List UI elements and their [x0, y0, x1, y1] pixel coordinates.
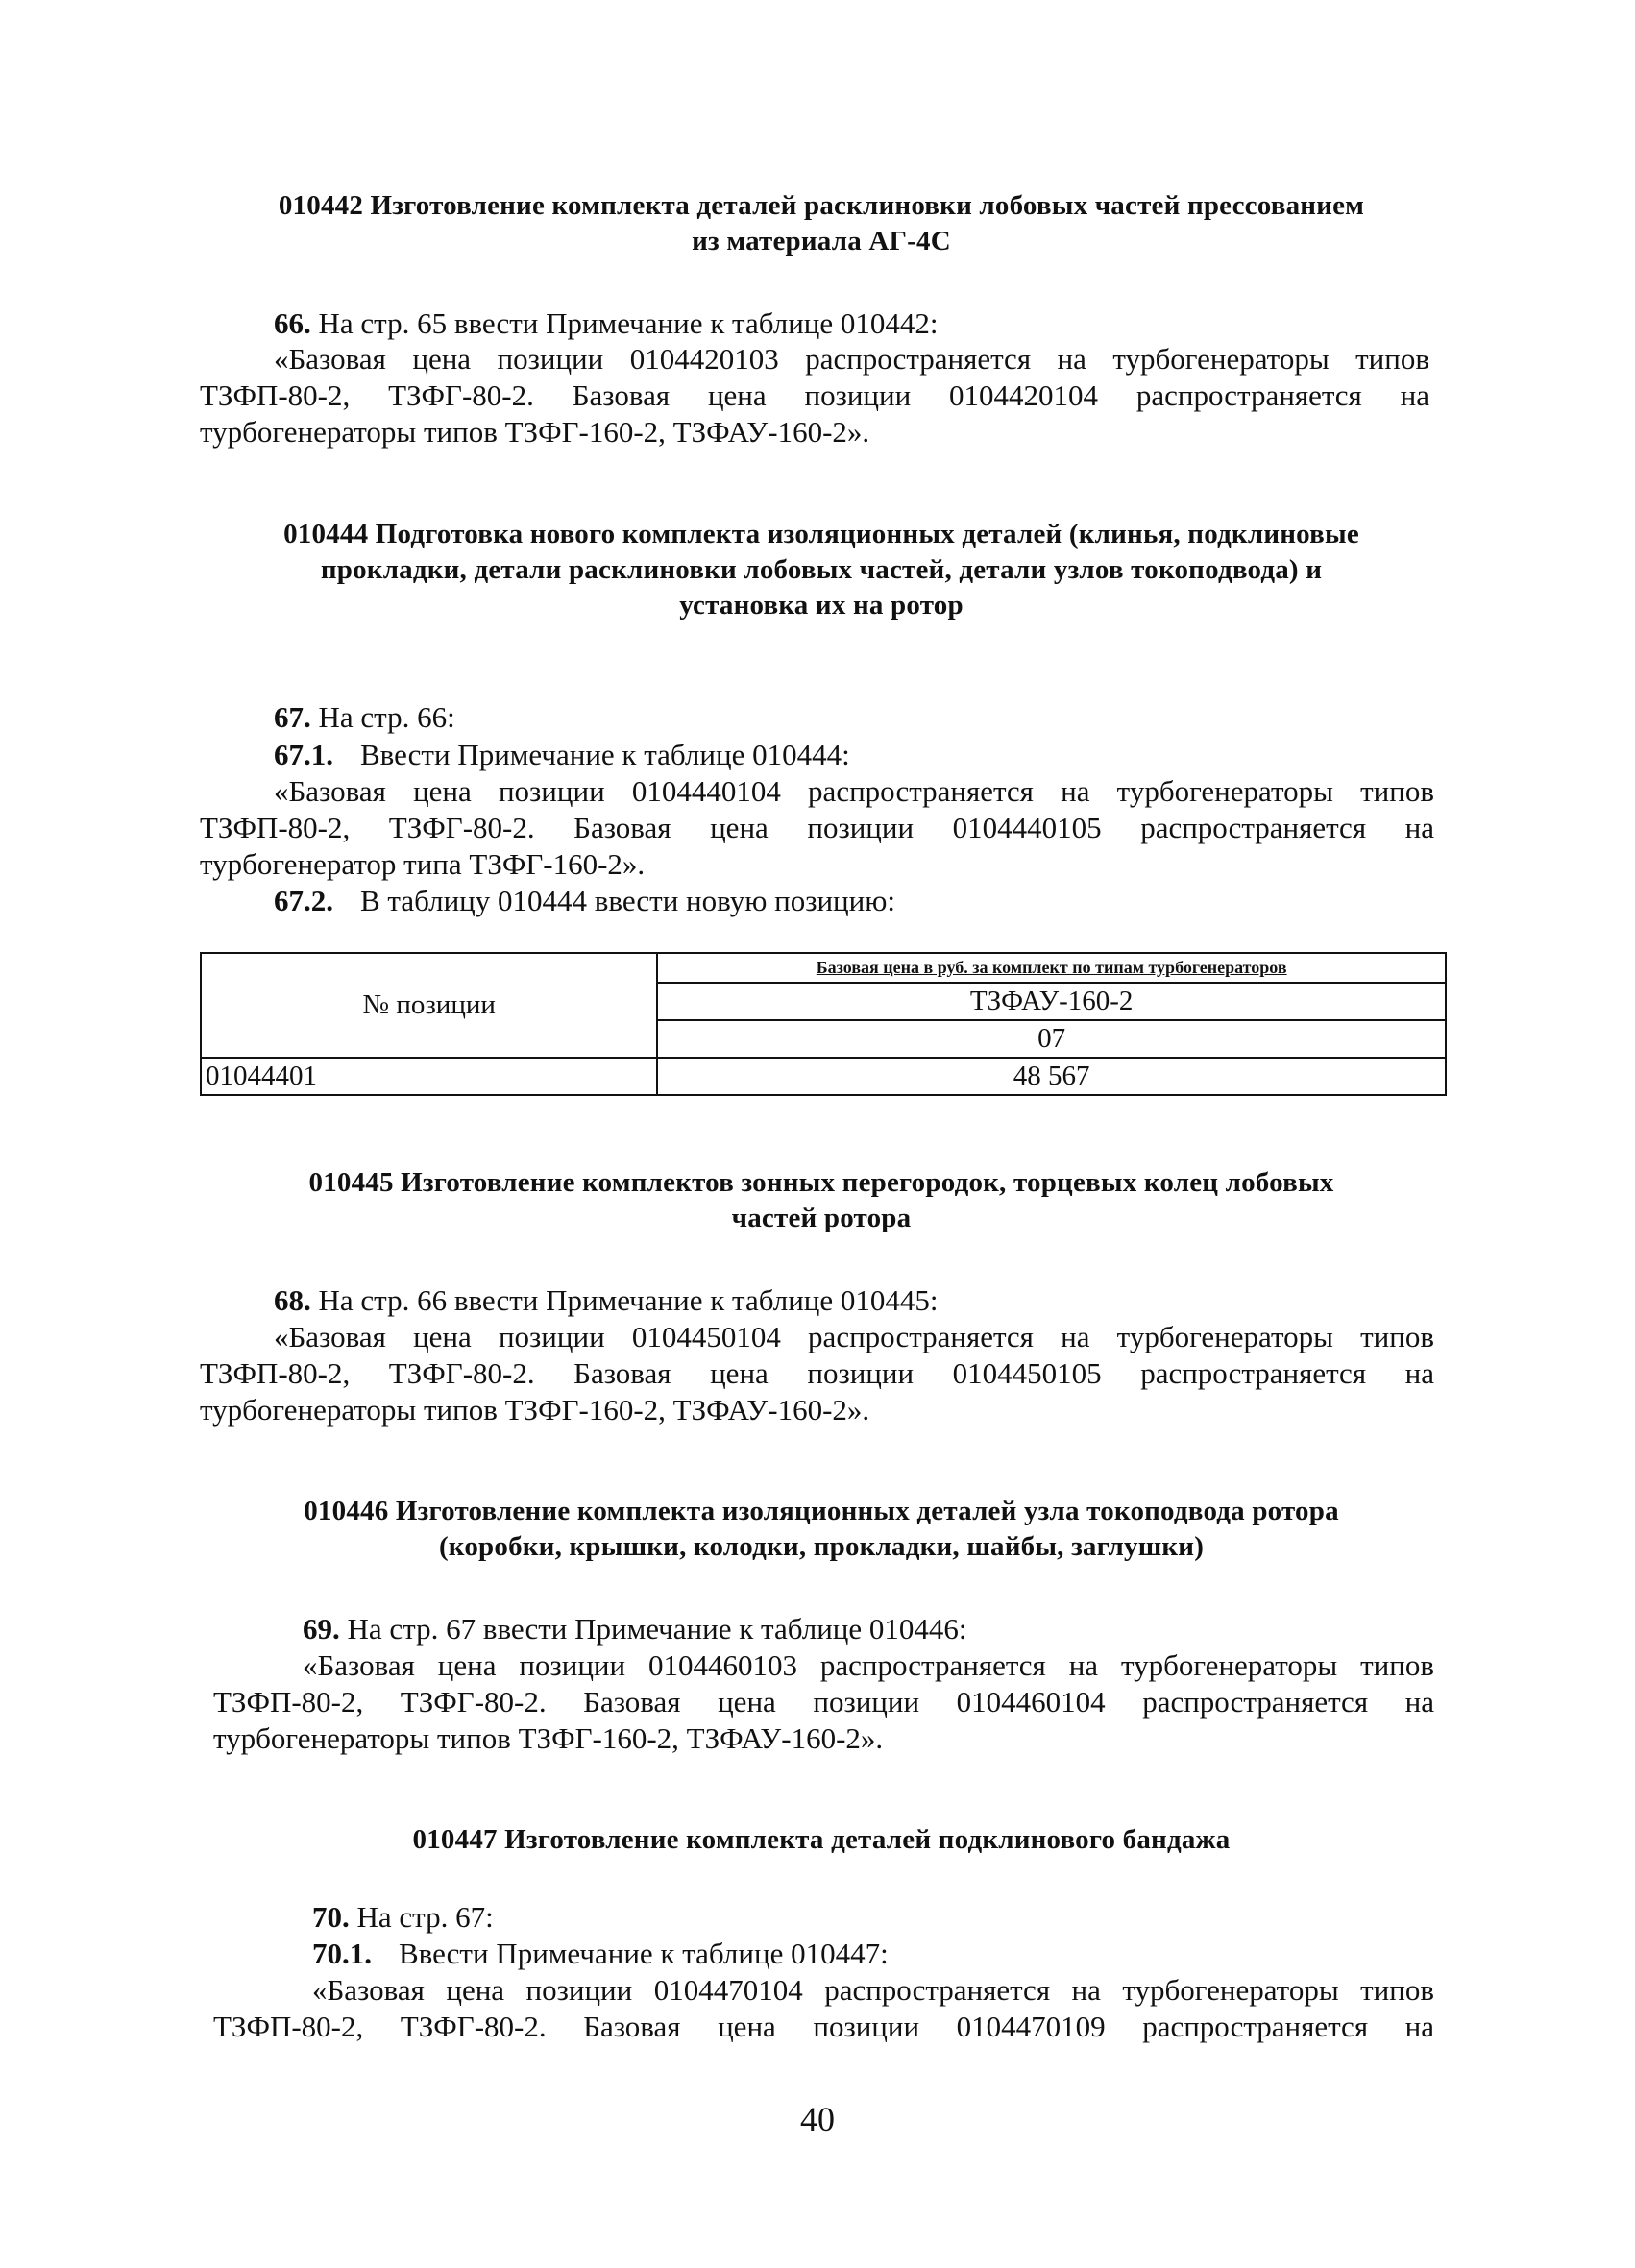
paragraph-intro-text: На стр. 67 ввести Примечание к таблице 010446:: [339, 1612, 967, 1646]
heading-line: 010442 Изготовление комплекта деталей расклиновки лобовых частей прессованием: [278, 190, 1365, 221]
column-group-header: Базовая цена в руб. за комплект по типам турбогенераторов: [657, 953, 1446, 983]
paragraph-intro-text: На стр. 65 ввести Примечание к таблице 010442:: [310, 306, 939, 340]
note-line: «Базовая цена позиции 0104420103 распространяется на турбогенераторы типов: [274, 342, 1429, 376]
paragraph-67-2: [274, 883, 895, 919]
column-header-type: ТЗФАУ-160-2: [657, 983, 1446, 1020]
paragraph-67-1: [274, 737, 850, 773]
heading-line: (коробки, крышки, колодки, прокладки, шайбы, заглушки): [438, 1531, 1205, 1562]
section-heading-010446: [192, 1494, 1451, 1565]
heading-line: установка их на ротор: [679, 590, 964, 621]
note-line: «Базовая цена позиции 0104440104 распространяется на турбогенераторы типов: [274, 774, 1434, 808]
note-line: «Базовая цена позиции 0104470104 распространяется на турбогенераторы типов: [312, 1973, 1434, 2007]
note-line: ТЗФП-80-2, ТЗФГ-80-2. Базовая цена позиции 0104440105 распространяется на: [200, 811, 1434, 844]
note-line: ТЗФП-80-2, ТЗФГ-80-2. Базовая цена позиции 0104450105 распространяется на: [200, 1356, 1434, 1390]
heading-line: частей ротора: [731, 1203, 912, 1233]
paragraph-number: 70.: [312, 1900, 350, 1934]
paragraph-70-intro: [312, 1899, 494, 1936]
paragraph-67-intro: [274, 699, 455, 736]
note-line: турбогенератор типа ТЗФГ-160-2».: [200, 847, 646, 881]
paragraph-69-intro: [303, 1611, 967, 1647]
cell-position: 01044401: [201, 1058, 657, 1095]
paragraph-68-intro: [274, 1282, 939, 1319]
heading-line: прокладки, детали расклиновки лобовых частей, детали узлов токоподвода) и: [320, 554, 1323, 585]
section-heading-010444: [192, 517, 1451, 623]
heading-line: из материала АГ-4С: [692, 226, 951, 256]
subparagraph-number: 67.2.: [274, 884, 333, 917]
paragraph-number: 68.: [274, 1283, 311, 1317]
subparagraph-number: 67.1.: [274, 738, 333, 771]
paragraph-number: 66.: [274, 306, 311, 340]
note-line: ТЗФП-80-2, ТЗФГ-80-2. Базовая цена позиции 0104420104 распространяется на: [200, 378, 1429, 412]
paragraph-intro-text: На стр. 66 ввести Примечание к таблице 010445:: [310, 1283, 939, 1317]
section-heading-010447: [192, 1822, 1451, 1858]
table-row: [201, 1058, 1446, 1095]
paragraph-70-1: [312, 1936, 889, 1972]
paragraph-intro-text: На стр. 66:: [310, 700, 455, 734]
note-line: «Базовая цена позиции 0104460103 распространяется на турбогенераторы типов: [303, 1648, 1434, 1682]
heading-line: 010446 Изготовление комплекта изоляционных деталей узла токоподвода ротора: [304, 1496, 1339, 1526]
note-line: турбогенераторы типов ТЗФГ-160-2, ТЗФАУ-160-2».: [200, 1393, 870, 1427]
subparagraph-text: В таблицу 010444 ввести новую позицию:: [360, 884, 895, 917]
note-line: ТЗФП-80-2, ТЗФГ-80-2. Базовая цена позиции 0104460104 распространяется на: [213, 1685, 1434, 1719]
note-line: «Базовая цена позиции 0104450104 распространяется на турбогенераторы типов: [274, 1320, 1434, 1353]
section-heading-010442: [192, 188, 1451, 259]
subparagraph-text: Ввести Примечание к таблице 010444:: [360, 738, 850, 771]
heading-line: 010444 Подготовка нового комплекта изоляционных деталей (клинья, подклиновые: [283, 519, 1359, 549]
paragraph-number: 69.: [303, 1612, 340, 1646]
page-number: 40: [800, 2100, 835, 2138]
subparagraph-text: Ввести Примечание к таблице 010447:: [399, 1937, 889, 1970]
cell-price: 48 567: [657, 1058, 1446, 1095]
price-table: [200, 952, 1447, 1096]
subparagraph-number: 70.1.: [312, 1937, 372, 1970]
note-line: турбогенераторы типов ТЗФГ-160-2, ТЗФАУ-160-2».: [213, 1721, 884, 1755]
heading-line: 010447 Изготовление комплекта деталей подклинового бандажа: [412, 1824, 1231, 1855]
heading-line: 010445 Изготовление комплектов зонных перегородок, торцевых колец лобовых: [308, 1167, 1334, 1198]
section-heading-010445: [192, 1165, 1451, 1236]
paragraph-number: 67.: [274, 700, 311, 734]
note-line: турбогенераторы типов ТЗФГ-160-2, ТЗФАУ-160-2».: [200, 415, 870, 449]
note-line: ТЗФП-80-2, ТЗФГ-80-2. Базовая цена позиции 0104470109 распространяется на: [213, 2010, 1434, 2043]
column-header-position: № позиции: [201, 953, 657, 1058]
column-header-code: 07: [657, 1020, 1446, 1058]
paragraph-66-intro: [274, 305, 939, 342]
table-header-row: [201, 953, 1446, 983]
paragraph-intro-text: На стр. 67:: [349, 1900, 494, 1934]
